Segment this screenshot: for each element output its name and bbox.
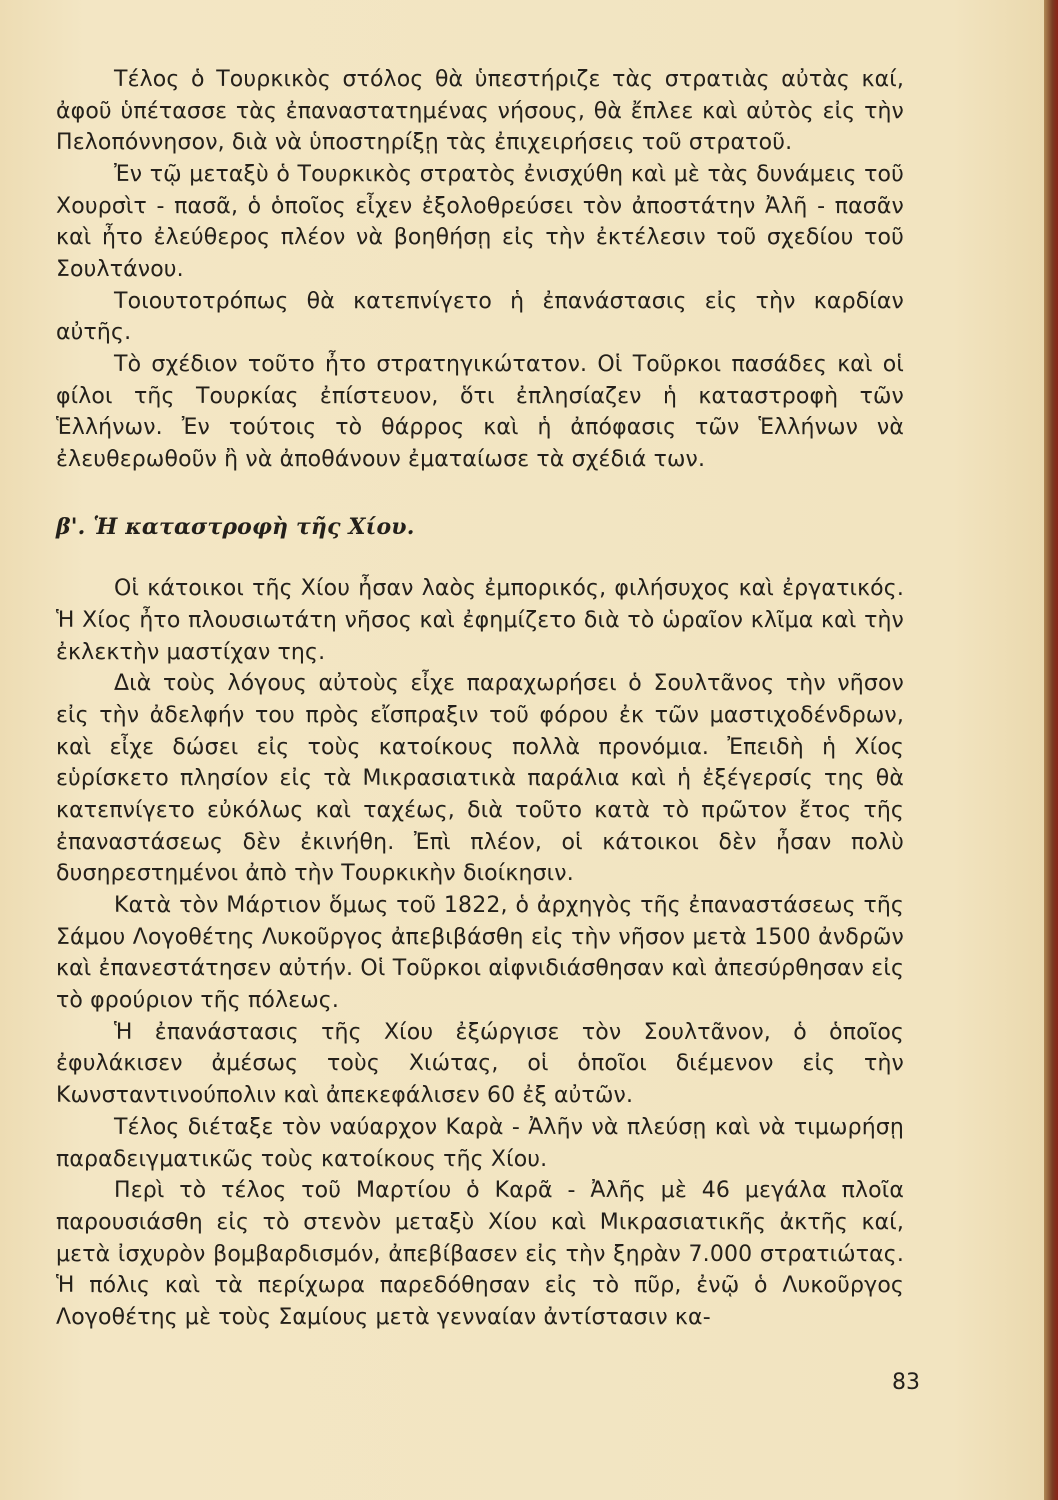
page-number: 83 xyxy=(892,1370,920,1395)
paragraph: Τέλος ὁ Τουρκικὸς στόλος θὰ ὑπεστήριζε τὰς στρατιὰς αὐτὰς καί, ἀφοῦ ὑπέτασσε τὰς ἐπαναστατημένας νήσους, θὰ ἔπλεε καὶ αὐτὸς εἰς τὴν Πελοπόννησον, διὰ νὰ ὑποστηρίξῃ τὰς ἐπιχειρήσεις τοῦ στρατοῦ. xyxy=(56,67,904,156)
paragraph: Οἱ κάτοικοι τῆς Χίου ἦσαν λαὸς ἐμπορικός, φιλήσυχος καὶ ἐργατικός. Ἡ Χίος ἦτο πλουσιωτάτη νῆσος καὶ ἐφημίζετο διὰ τὸ ὡραῖον κλῖμα καὶ τὴν ἐκλεκτὴν μαστίχαν της. xyxy=(56,576,904,665)
body-text xyxy=(56,64,904,1334)
paragraph: Τοιουτοτρόπως θὰ κατεπνίγετο ἡ ἐπανάστασις εἰς τὴν καρδίαν αὐτῆς. xyxy=(56,288,904,346)
paragraph: Κατὰ τὸν Μάρτιον ὅμως τοῦ 1822, ὁ ἀρχηγὸς τῆς ἐπαναστάσεως τῆς Σάμου Λογοθέτης Λυκοῦργος ἀπεβιβάσθη εἰς τὴν νῆσον μετὰ 1500 ἀνδρῶν καὶ ἐπανεστάτησεν αὐτήν. Οἱ Τοῦρκοι αἰφνιδιάσθησαν καὶ ἀπεσύρθησαν εἰς τὸ φρούριον τῆς πόλεως. xyxy=(56,893,904,1014)
paragraph: Τέλος διέταξε τὸν ναύαρχον Καρὰ - Ἀλῆν νὰ πλεύσῃ καὶ νὰ τιμωρήσῃ παραδειγματικῶς τοὺς κατοίκους τῆς Χίου. xyxy=(56,1114,904,1172)
paragraph: Τὸ σχέδιον τοῦτο ἦτο στρατηγικώτατον. Οἱ Τοῦρκοι πασάδες καὶ οἱ φίλοι τῆς Τουρκίας ἐπίστευον, ὅτι ἐπλησίαζεν ἡ καταστροφὴ τῶν Ἑλλήνων. Ἐν τούτοις τὸ θάρρος καὶ ἡ ἀπόφασις τῶν Ἑλλήνων νὰ ἐλευθερωθοῦν ἢ νὰ ἀποθάνουν ἐματαίωσε τὰ σχέδιά των. xyxy=(56,352,904,473)
paragraph: Διὰ τοὺς λόγους αὐτοὺς εἶχε παραχωρήσει ὁ Σουλτᾶνος τὴν νῆσον εἰς τὴν ἀδελφήν του πρὸς εἴσπραξιν τοῦ φόρου ἐκ τῶν μαστιχοδένδρων, καὶ εἶχε δώσει εἰς τοὺς κατοίκους πολλὰ προνόμια. Ἐπειδὴ ἡ Χίος εὑρίσκετο πλησίον εἰς τὰ Μικρασιατικὰ παράλια καὶ ἡ ἐξέγερσίς της θὰ κατεπνίγετο εὐκόλως καὶ ταχέως, διὰ τοῦτο κατὰ τὸ πρῶτον ἔτος τῆς ἐπαναστάσεως δὲν ἐκινήθη. Ἐπὶ πλέον, οἱ κάτοικοι δὲν ἦσαν πολὺ δυσηρεστημένοι ἀπὸ τὴν Τουρκικὴν διοίκησιν. xyxy=(56,671,904,887)
paragraph: Περὶ τὸ τέλος τοῦ Μαρτίου ὁ Καρᾶ - Ἀλῆς μὲ 46 μεγάλα πλοῖα παρουσιάσθη εἰς τὸ στενὸν μεταξὺ Χίου καὶ Μικρασιατικῆς ἀκτῆς καί, μετὰ ἰσχυρὸν βομβαρδισμόν, ἀπεβίβασεν εἰς τὴν ξηρὰν 7.000 στρατιώτας. Ἡ πόλις καὶ τὰ περίχωρα παρεδόθησαν εἰς τὸ πῦρ, ἐνῷ ὁ Λυκοῦργος Λογοθέτης μὲ τοὺς Σαμίους μετὰ γενναίαν ἀντίστασιν κα- xyxy=(56,1178,904,1330)
paragraph: Ἡ ἐπανάστασις τῆς Χίου ἐξώργισε τὸν Σουλτᾶνον, ὁ ὁποῖος ἐφυλάκισεν ἀμέσως τοὺς Χιώτας, οἱ ὁποῖοι διέμενον εἰς τὴν Κωνσταντινούπολιν καὶ ἀπεκεφάλισεν 60 ἐξ αὐτῶν. xyxy=(56,1019,904,1109)
section-heading: β'. Ἡ καταστροφὴ τῆς Χίου. xyxy=(56,513,415,540)
book-spine-edge xyxy=(1044,0,1058,1500)
paragraph: Ἐν τῷ μεταξὺ ὁ Τουρκικὸς στρατὸς ἐνισχύθη καὶ μὲ τὰς δυνάμεις τοῦ Χουρσὶτ - πασᾶ, ὁ ὁποῖος εἶχεν ἐξολοθρεύσει τὸν ἀποστάτην Ἀλῆ - πασᾶν καὶ ἦτο ἐλεύθερος πλέον νὰ βοηθήσῃ εἰς τὴν ἐκτέλεσιν τοῦ σχεδίου τοῦ Σουλτάνου. xyxy=(56,162,904,283)
heading-spacer xyxy=(56,543,904,573)
section-spacer xyxy=(56,476,904,512)
